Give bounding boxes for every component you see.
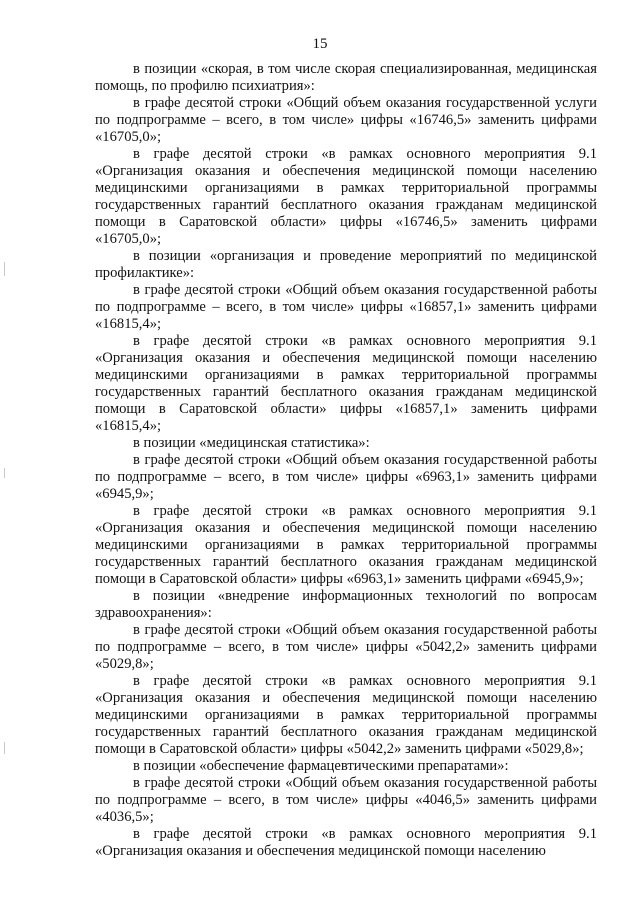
paragraph: в позиции «обеспечение фармацевтическими препаратами»: [133, 758, 509, 774]
paragraph: в графе десятой строки «в рамках основного мероприятия 9.1 «Организация оказания и обеспечения медицинской помощи населению медицинскими организациями в рамках территориальной программы государственных гарантий бесплатного оказания гражданам медицинской помощи в Саратовской области» цифры «5042,2» заменить цифрами «5029,8»; [95, 673, 597, 757]
paragraph: в графе десятой строки «Общий объем оказания государственной работы по подпрограмме – всего, в том числе» цифры «16857,1» заменить цифрами «16815,4»; [95, 282, 597, 332]
scan-margin-mark [4, 262, 5, 276]
paragraph: в графе десятой строки «в рамках основного мероприятия 9.1 «Организация оказания и обеспечения медицинской помощи населению медицинскими организациями в рамках территориальной программы государственных гарантий бесплатного оказания гражданам медицинской помощи в Саратовской области» цифры «6963,1» заменить цифрами «6945,9»; [95, 503, 597, 587]
paragraph: в позиции «скорая, в том числе скорая специализированная, медицинская помощь, по профилю психиатрия»: [95, 61, 597, 94]
scan-margin-mark [4, 742, 5, 754]
scan-margin-mark [4, 468, 5, 478]
paragraph: в графе десятой строки «Общий объем оказания государственной работы по подпрограмме – всего, в том числе» цифры «4046,5» заменить цифрами «4036,5»; [95, 775, 597, 825]
paragraph: в графе десятой строки «Общий объем оказания государственной услуги по подпрограмме – всего, в том числе» цифры «16746,5» заменить цифрами «16705,0»; [95, 95, 597, 145]
paragraph: в графе десятой строки «в рамках основного мероприятия 9.1 «Организация оказания и обеспечения медицинской помощи населению [95, 826, 597, 859]
paragraph: в графе десятой строки «Общий объем оказания государственной работы по подпрограмме – всего, в том числе» цифры «5042,2» заменить цифрами «5029,8»; [95, 622, 597, 672]
paragraph: в позиции «организация и проведение мероприятий по медицинской профилактике»: [95, 248, 597, 281]
paragraph: в позиции «внедрение информационных технологий по вопросам здравоохранения»: [95, 588, 597, 621]
page-number: 15 [312, 36, 328, 52]
paragraph: в графе десятой строки «в рамках основного мероприятия 9.1 «Организация оказания и обеспечения медицинской помощи населению медицинскими организациями в рамках территориальной программы государственных гарантий бесплатного оказания гражданам медицинской помощи в Саратовской области» цифры «16746,5» заменить цифрами «16705,0»; [95, 146, 597, 247]
document-body [95, 61, 597, 860]
paragraph: в графе десятой строки «в рамках основного мероприятия 9.1 «Организация оказания и обеспечения медицинской помощи населению медицинскими организациями в рамках территориальной программы государственных гарантий бесплатного оказания гражданам медицинской помощи в Саратовской области» цифры «16857,1» заменить цифрами «16815,4»; [95, 333, 597, 434]
paragraph: в позиции «медицинская статистика»: [133, 435, 370, 451]
paragraph: в графе десятой строки «Общий объем оказания государственной работы по подпрограмме – всего, в том числе» цифры «6963,1» заменить цифрами «6945,9»; [95, 452, 597, 502]
